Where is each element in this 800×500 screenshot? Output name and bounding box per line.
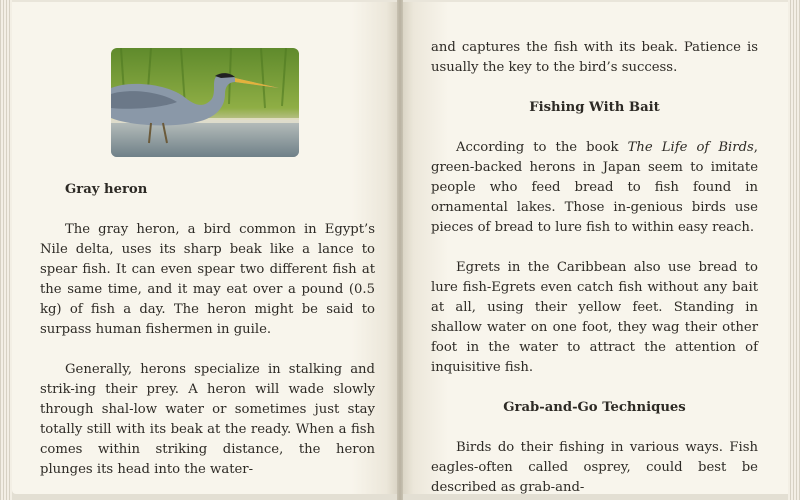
paragraph: Birds do their fishing in various ways. Fish eagles-often called osprey, could best be described as grab-and- bbox=[431, 440, 758, 495]
left-page-text bbox=[40, 180, 375, 480]
paragraph: The gray heron, a bird common in Egypt’s Nile delta, uses its sharp beak like a lance to spear fish. It can even spear two different fish at the same time, and it may eat over a pound (0.5 kg) of fish a day. The heron might be said to surpass human fishermen in guile. bbox=[40, 222, 375, 337]
right-page[interactable] bbox=[402, 2, 788, 494]
paragraph: Generally, herons specialize in stalking and strik-ing their prey. A heron will wade slowly through shal-low water or sometimes just stay totally still with its beak at the ready. When a fish comes within striking distance, the heron plunges its head into the water- bbox=[40, 362, 375, 477]
right-page-text bbox=[431, 38, 758, 498]
section-heading-grab-and-go: Grab-and-Go Techniques bbox=[503, 400, 686, 415]
section-heading-gray-heron: Gray heron bbox=[65, 182, 148, 197]
paragraph-text: According to the book bbox=[456, 140, 628, 155]
book-spine-gutter bbox=[397, 0, 403, 500]
paragraph: Egrets in the Caribbean also use bread to lure fish-Egrets even catch fish without any bait at all, using their yellow feet. Standing in shallow water on one foot, they wag their other foot in the water to attract the attention of inquisitive fish. bbox=[431, 260, 758, 375]
paragraph-continuation: and captures the fish with its beak. Patience is usually the key to the bird’s success. bbox=[431, 40, 758, 75]
book-title: The Life of Birds bbox=[627, 140, 754, 155]
gray-heron-photo bbox=[111, 48, 299, 157]
paragraph-text: , green-backed herons in Japan seem to imitate people who feed bread to fish found in ornamental lakes. Those in-genious birds use pieces of bread to lure fish to within easy reach. bbox=[431, 140, 758, 235]
right-page-stack-edge bbox=[788, 0, 800, 500]
section-heading-fishing-with-bait: Fishing With Bait bbox=[529, 100, 660, 115]
left-page-stack-edge bbox=[0, 0, 12, 500]
paragraph bbox=[431, 138, 758, 238]
left-page[interactable] bbox=[12, 2, 398, 494]
